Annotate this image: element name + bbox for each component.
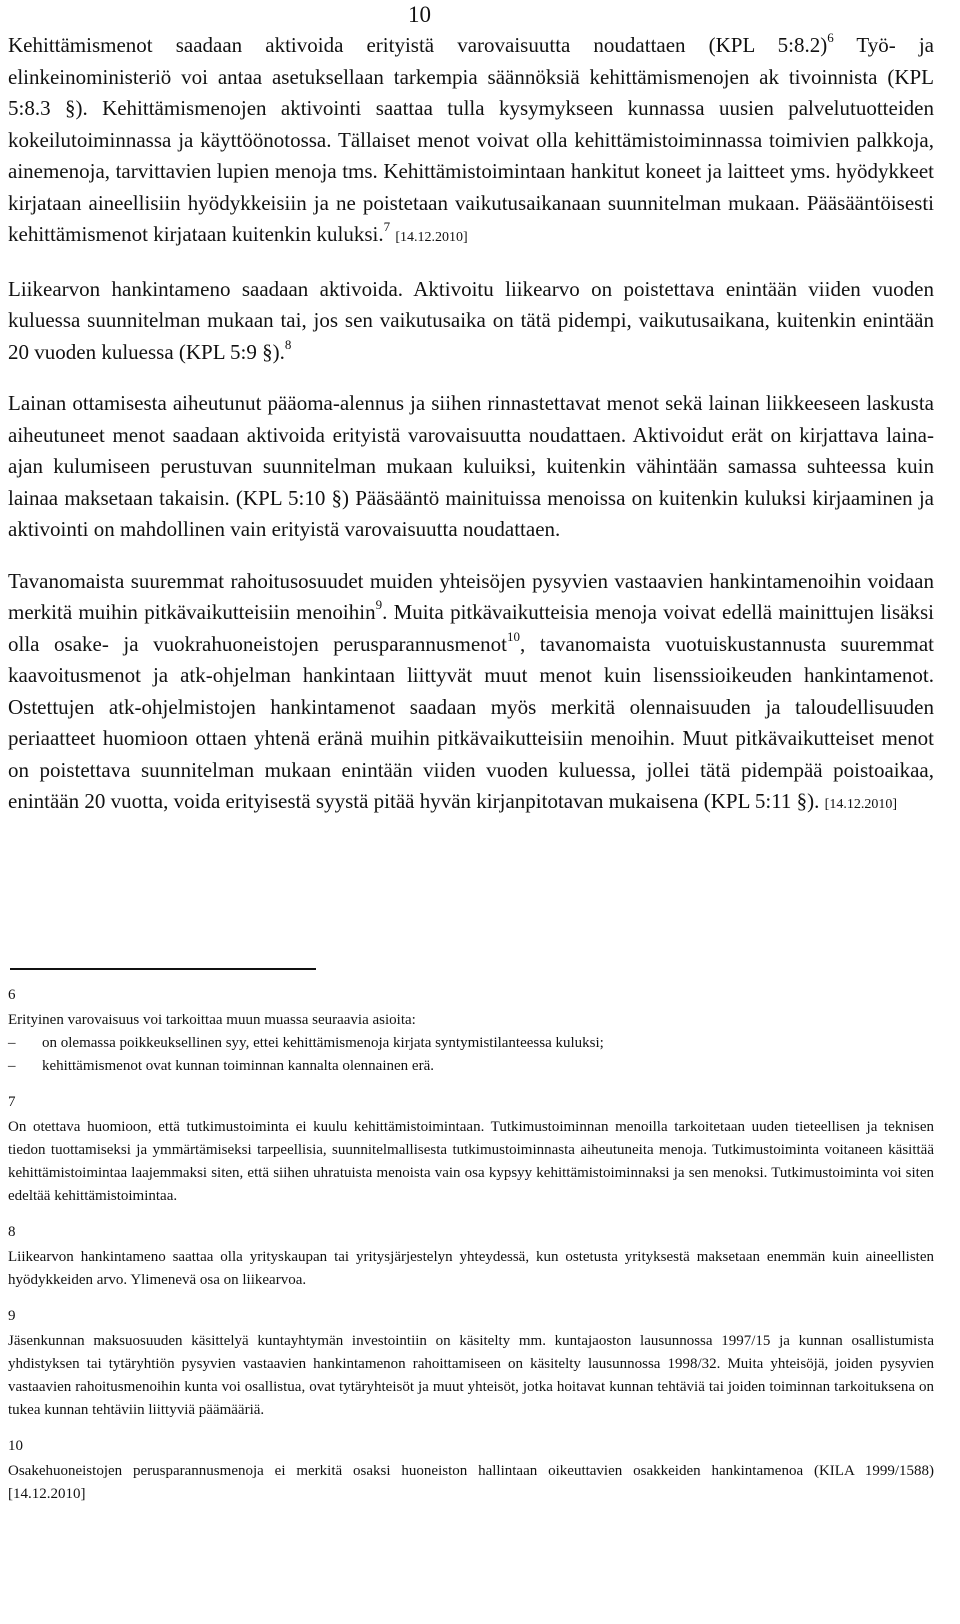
footnote-separator (10, 968, 316, 970)
footnotes (8, 985, 934, 1520)
p4-text-a: Tavanomaista suuremmat rahoitusosuudet muiden yhteisöjen pysyvien vastaavien hankintamenoihin voidaan merkitä muihin pitkävaikutteisiin menoihin (8, 568, 934, 624)
footnote-10 (8, 1436, 934, 1506)
footnote-text: On otettava huomioon, että tutkimustoiminta ei kuulu kehittämistoimintaan. Tutkimustoiminnan menoilla tarkoitetaan uuden tieteellisen ja teknisen tiedon tuottamiseksi ja ymmärtämiseksi tarpeellisia, suunnitelmallisesta tutkimustoiminnasta aiheutuneita menoja. Tutkimustoiminta voitaneen käsittää kehittämistoimintaa laajemmaksi siten, että siihen uhratuista menoista vain osa kypsyy kehittämistoiminnaksi ja sen menoksi. Tutkimustoiminta voi siten edeltää kehittämistoimintaa. (8, 1119, 934, 1204)
footnote-ref-10[interactable]: 10 (507, 628, 521, 644)
footnote-ref-7[interactable]: 7 (383, 219, 391, 234)
p4-date: [14.12.2010] (824, 797, 897, 812)
list-item (8, 1032, 934, 1055)
p2-text: Liikearvon hankintameno saadaan aktivoida. Aktivoitu liikearvo on poistettava enintään viiden vuoden kuluessa suunnitelman mukaan tai, jos sen vaikutusaika on tätä pidempi, vaikutusaikana, kuitenkin enintään 20 vuoden kuluessa (KPL 5:9 §). (8, 276, 934, 364)
footnote-text: Liikearvon hankintameno saattaa olla yrityskaupan tai yritysjärjestelyn yhteydessä, kun ostetusta yrityksestä maksetaan enemmän kuin aineellisten hyödykkeiden arvo. Ylimenevä osa on liikearvoa. (8, 1249, 934, 1288)
list-item-text: kehittämismenot ovat kunnan toiminnan kannalta olennainen erä. (42, 1058, 434, 1074)
footnote-number: 6 (8, 987, 16, 1003)
footnote-number: 10 (8, 1438, 23, 1454)
page-number: 10 (408, 2, 431, 27)
p1-text-b: Työ- ja elinkeinoministeriö voi antaa asetuksellaan tarkempia säännöksiä kehittämismenojen ak tivoinnista (KPL 5:8.3 §). Kehittämismenojen aktivointi saattaa tulla kysymykseen kunnassa uusien palvelutuotteiden kokeilutoiminnassa ja käyttöönotossa. Tällaiset menot voivat olla kehittämistoiminnassa toimivien palkkoja, ainemenoja, tarvittavien lupien menoja tms. Kehittämistoimintaan hankitut koneet ja laitteet yms. hyödykkeet kirjataan aineellisiin hyödykkeisiin ja ne poistetaan vaikutusaikanaan suunnitelman mukaan. Pääsääntöisesti kehittämismenot kirjataan kuitenkin kuluksi. (8, 33, 934, 246)
footnote-number: 7 (8, 1094, 16, 1110)
list-item (8, 1055, 934, 1078)
footnote-ref-9[interactable]: 9 (375, 597, 383, 612)
footnote-8 (8, 1222, 934, 1292)
footnote-number: 9 (8, 1308, 16, 1324)
footnote-list (8, 1032, 934, 1078)
dash-bullet: – (8, 1035, 16, 1051)
paragraph-goodwill (8, 274, 934, 369)
list-item-text: on olemassa poikkeuksellinen syy, ettei kehittämismenoja kirjata syntymistilanteessa kuluksi; (42, 1035, 604, 1051)
p4-text-b: . Muita pitkävaikutteisia menoja voivat edellä mainittujen lisäksi olla osake- ja vuokrahuoneistojen perusparannusmenot (8, 600, 934, 656)
p3-text: Lainan ottamisesta aiheutunut pääoma-alennus ja siihen rinnastettavat menot sekä lainan liikkeeseen laskusta aiheutuneet menot saadaan aktivoida erityistä varovaisuutta noudattaen. Aktivoidut erät on kirjattava laina-ajan kulumiseen perustuvan suunnitelman mukaan kuluiksi, kuitenkin vähintään samassa suhteessa kuin lainaa maksetaan takaisin. (KPL 5:10 §) Pääsääntö mainituissa menoissa on kuitenkin kuluksi kirjaaminen ja aktivointi on mahdollinen vain erityistä varovaisuutta noudattaen. (8, 391, 934, 541)
paragraph-development-costs (8, 30, 934, 254)
footnote-7 (8, 1092, 934, 1208)
footnote-ref-8[interactable]: 8 (284, 336, 292, 352)
main-text (8, 30, 934, 821)
p4-text-c: , tavanomaista vuotuiskustannusta suuremmat kaavoitusmenot ja atk-ohjelman hankintaan liittyvät muut menot kuin lisenssioikeuden hankintamenot. Ostettujen atk-ohjelmistojen hankintamenot saadaan myös merkitä olennaisuuden ja taloudellisuuden periaatteet huomioon ottaen yhtenä eränä muihin pitkävaikutteisiin menoihin. Muut pitkävaikutteiset menot on poistettava suunnitelman mukaan enintään viiden vuoden kuluessa, jollei tätä pidempää poistoaikaa, enintään 20 vuotta, voida erityisestä syystä pitää hyvän kirjanpitotavan mukaisena (KPL 5:11 §). (8, 631, 934, 813)
paragraph-loan-discount (8, 388, 934, 546)
footnote-9 (8, 1306, 934, 1422)
footnote-6 (8, 985, 934, 1078)
footnote-text: Jäsenkunnan maksuosuuden käsittelyä kuntayhtymän investointiin on käsitelty mm. kuntajaoston lausunnossa 1997/15 ja kunnan osallistumista yhdistyksen tai tytäryhtiön pysyvien vastaavien hankintamenon rahoittamiseen on käsitelty lausunnossa 1998/32. Muita yhteisöjä, joiden pysyvien vastaavien rahoitusmenoihin kunta voi osallistua, ovat tytäryhteisöt ja muut yhteisöt, jotka hoitavat kunnan tehtäviä tai joiden toiminnan tarkoituksena on tukea kunnan tehtäviin liittyviä päämääriä. (8, 1333, 934, 1418)
footnote-number: 8 (8, 1224, 16, 1240)
dash-bullet: – (8, 1058, 16, 1074)
paragraph-long-term-expenses (8, 566, 934, 821)
p1-date: [14.12.2010] (395, 230, 468, 245)
footnote-text: Erityinen varovaisuus voi tarkoittaa muun muassa seuraavia asioita: (8, 1012, 416, 1028)
footnote-ref-6[interactable]: 6 (827, 30, 834, 45)
p1-text-a: Kehittämismenot saadaan aktivoida erityistä varovaisuutta noudattaen (KPL 5:8.2) (8, 33, 828, 57)
footnote-text: Osakehuoneistojen perusparannusmenoja ei merkitä osaksi huoneiston hallintaan oikeuttavien osakkeiden hankintamenoa (KILA 1999/1588) [14.12.2010] (8, 1463, 934, 1502)
